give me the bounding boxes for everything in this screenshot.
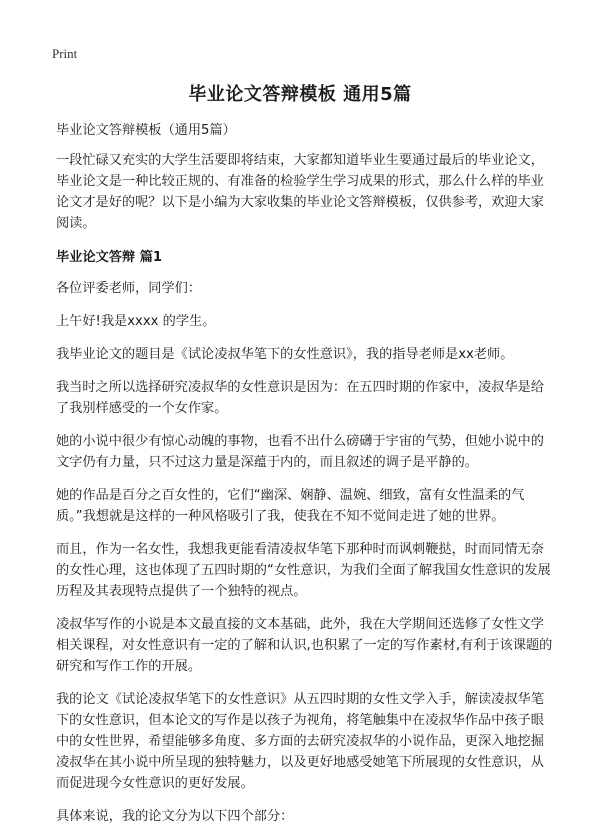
body-paragraph: 而且，作为一名女性，我想我更能看清凌叔华笔下那种时而讽刺鞭挞，时而同情无奈的女性心理，这也体现了五四时期的“女性意识，为我们全面了解我国女性意识的发展历程及其表现特点提供了一个独特的视点。 [56,542,551,599]
body-paragraph: 具体来说，我的论文分为以下四个部分： [56,809,294,824]
document-subtitle: 毕业论文答辩模板（通用5篇） [56,123,236,138]
body-paragraph: 她的小说中很少有惊心动魄的事物，也看不出什么磅礴于宇宙的气势，但她小说中的文字仍有力量，只不过这力量是深蕴于内的，而且叙述的调子是平静的。 [56,434,544,470]
body-paragraph: 我毕业论文的题目是《试论凌叔华笔下的女性意识》，我的指导老师是xx老师。 [56,347,514,362]
body-paragraph: 凌叔华写作的小说是本文最直接的文本基础，此外，我在大学期间还选修了女性文学相关课程，对女性意识有一定的了解和认识,也积累了一定的写作素材,有利于该课题的研究和写作工作的开展。 [56,617,553,674]
body-paragraph: 我当时之所以选择研究凌叔华的女性意识是因为：在五四时期的作家中，凌叔华是给了我别样感受的一个女作家。 [56,380,544,416]
body-paragraph: 各位评委老师，同学们： [56,281,202,296]
document-body [56,120,554,839]
body-paragraph: 上午好!我是xxxx 的学生。 [56,314,216,329]
page-title: 毕业论文答辩模板 通用5篇 [188,84,412,105]
intro-paragraph: 一段忙碌又充实的大学生活要即将结束，大家都知道毕业生要通过最后的毕业论文，毕业论文是一种比较正规的、有准备的检验学生学习成果的形式，那么什么样的毕业论文才是好的呢？以下是小编为大家收集的毕业论文答辩模板，仅供参考，欢迎大家阅读。 [56,153,544,231]
body-paragraph: 我的论文《试论凌叔华笔下的女性意识》从五四时期的女性文学入手，解读凌叔华笔下的女性意识，但本论文的写作是以孩子为视角，将笔触集中在凌叔华作品中孩子眼中的女性世界，希望能够多角度、多方面的去研究凌叔华的小说作品，更深入地挖掘凌叔华在其小说中所呈现的独特魅力，以及更好地感受她笔下所展现的女性意识，从而促进现今女性意识的更好发展。 [56,692,544,791]
body-paragraph: 她的作品是百分之百女性的，它们“幽深、娴静、温婉、细致，富有女性温柔的气质。”我想就是这样的一种风格吸引了我，使我在不知不觉间走进了她的世界。 [56,488,525,524]
print-link[interactable]: Print [52,46,78,61]
section-heading: 毕业论文答辩 篇1 [56,250,163,265]
